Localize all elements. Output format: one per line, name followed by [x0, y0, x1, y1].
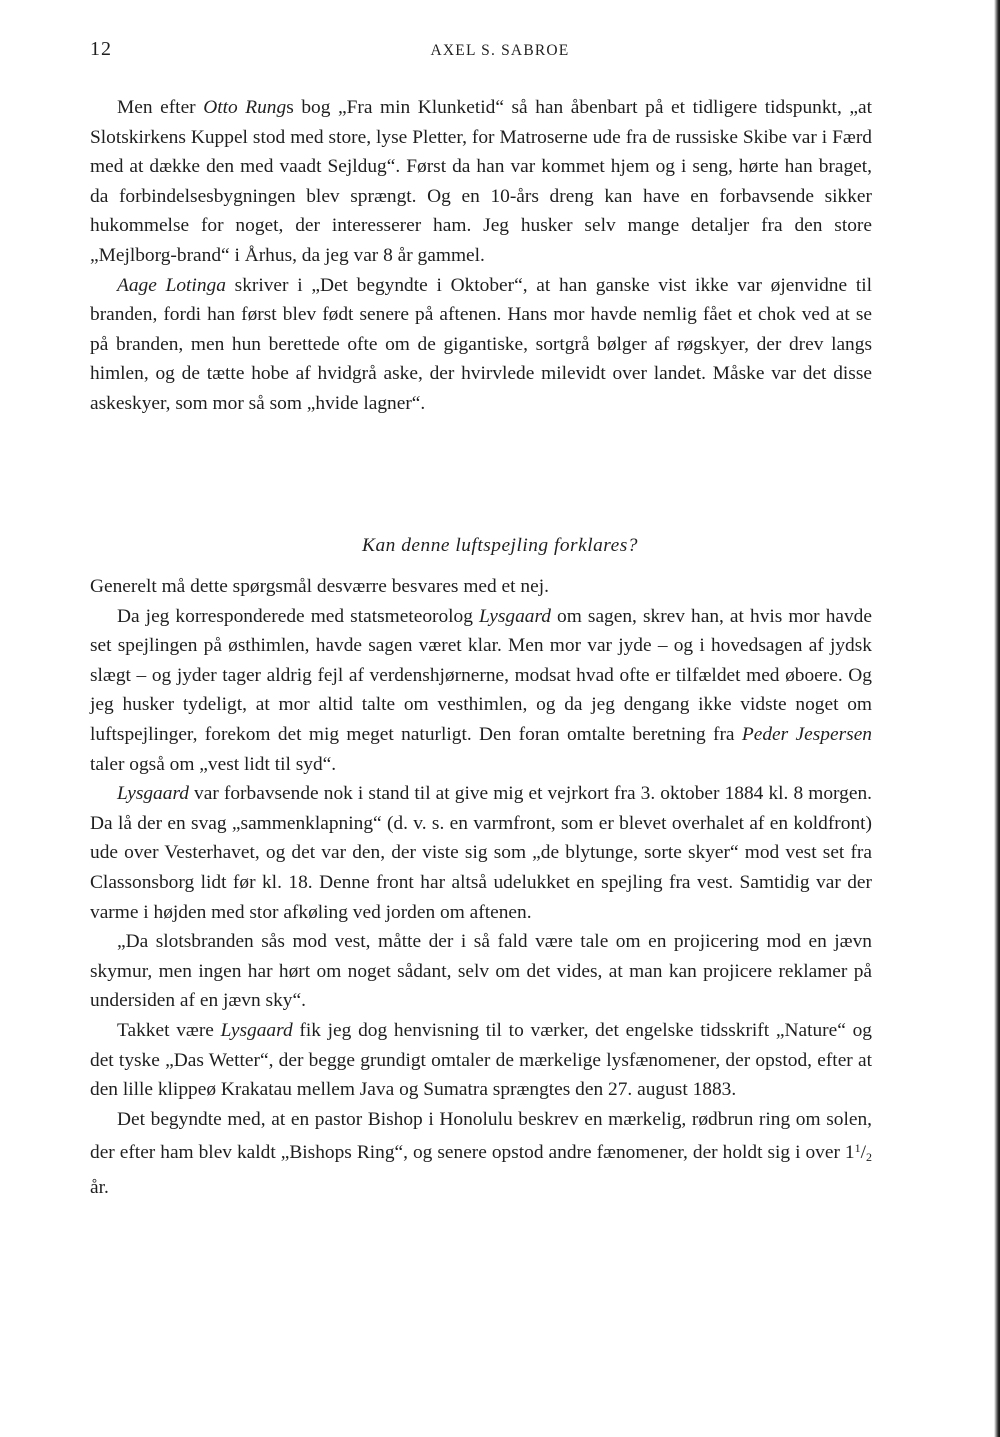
- fraction-whole: 1: [844, 1142, 855, 1164]
- paragraph: [90, 93, 872, 271]
- text-run: taler også om „vest lidt til syd“.: [90, 753, 337, 775]
- body-text-block-2: [90, 572, 872, 1202]
- person-name: Otto Rung: [203, 97, 287, 118]
- body-text-block-1: [90, 93, 872, 419]
- paragraph: [90, 271, 872, 419]
- person-name: Lysgaard: [479, 605, 551, 627]
- paragraph: [90, 602, 872, 780]
- person-name: Peder Jespersen: [741, 723, 872, 745]
- text-run: s bog „Fra min Klunketid“ så han åbenbart på et tidligere tidspunkt, „at Slotskirkens Kuppel stod med store, lyse Pletter, for Matroserne ude fra de russiske Skibe var i Færd med at dække den med vaadt Sejldug“. Først da han var kommet hjem og i seng, hørte han braget, da forbindelsesbygningen blev sprængt. Og en 10-års dreng kan have en forbavsende sikker hukommelse for noget, der interesserer ham. Jeg husker selv mange detaljer fra den store „Mejlborg-brand“ i Århus, da jeg var 8 år gammel.: [90, 97, 872, 266]
- person-name: Lysgaard: [220, 1019, 293, 1041]
- fraction: $1^1/_2$: [844, 1141, 872, 1165]
- paragraph: [90, 1105, 872, 1203]
- person-name: Aage Lotinga: [117, 274, 226, 296]
- paragraph: Generelt må dette spørgsmål desværre besvares med et nej.: [90, 576, 549, 597]
- text-run: Takket være: [117, 1019, 221, 1041]
- page-number: 12: [90, 38, 112, 60]
- scan-edge: [994, 0, 1000, 1437]
- fraction-denominator: 2: [866, 1150, 872, 1165]
- running-head: AXEL S. SABROE: [430, 42, 570, 59]
- text-run: om sagen, skrev han, at hvis mor havde set spejlingen på østhimlen, havde sagen været klar. Men mor var jyde – og i hovedsagen af jydsk slægt – og jyder tager aldrig fejl af verdenshjørnerne, modsat hvad ofte er tilfældet med øboere. Og jeg husker tydeligt, at mor altid talte om vesthimlen, og da jeg dengang ikke vidste noget om luftspejlinger, forekom det mig meget naturligt. Den foran omtalte beretning fra: [90, 605, 872, 745]
- paragraph: „Da slotsbranden sås mod vest, måtte der i så fald være tale om en projicering mod en jævn skymur, men ingen har hørt om noget sådant, selv om det vides, at man kan projicere reklamer på undersiden af en jævn sky“.: [90, 931, 872, 1012]
- paragraph: [90, 1016, 872, 1105]
- text-run: skriver i „Det begyndte i Oktober“, at han ganske vist ikke var øjenvidne til branden, fordi han først blev født senere på aftenen. Hans mor havde nemlig fået et chok ved at se på branden, men hun berettede ofte om de gigantiske, sortgrå bølger af røgskyer, der drev langs himlen, og de tætte hobe af hvidgrå aske, der hvirvlede milevidt over landet. Måske var det disse askeskyer, som mor så som „hvide lagner“.: [90, 274, 872, 414]
- text-run: år.: [90, 1176, 109, 1198]
- person-name: Lysgaard: [117, 783, 189, 805]
- fraction-numerator: 1: [854, 1141, 861, 1156]
- paragraph: [90, 779, 872, 927]
- section-heading: Kan denne luftspejling forklares?: [362, 535, 638, 556]
- text-run: Men efter: [117, 97, 204, 118]
- text-run: Da jeg korresponderede med statsmeteorolog: [117, 605, 480, 627]
- text-run: Det begyndte med, at en pastor Bishop i Honolulu beskrev en mærkelig, rødbrun ring om solen, der efter ham blev kaldt „Bishops Ring“, og senere opstod andre fænomener, der holdt sig i over: [90, 1108, 872, 1164]
- text-run: fik jeg dog henvisning til to værker, det engelske tidsskrift „Nature“ og det tyske „Das Wetter“, der begge grundigt omtaler de mærkelige lysfænomener, der opstod, efter at den lille klippeø Krakatau mellem Java og Sumatra sprængtes den 27. august 1883.: [90, 1019, 872, 1101]
- text-run: var forbavsende nok i stand til at give mig et vejrkort fra 3. oktober 1884 kl. 8 morgen. Da lå der en svag „sammenklapning“ (d. v. s. en varmfront, som er blevet overhalet af en koldfront) ude over Vesterhavet, og det var den, der viste sig som „de blytunge, sorte skyer“ mod vest set fra Classonsborg lidt før kl. 18. Denne front har altså udelukket en spejling fra vest. Samtidig var der varme i højden med stor afkøling ved jorden om aftenen.: [90, 783, 872, 923]
